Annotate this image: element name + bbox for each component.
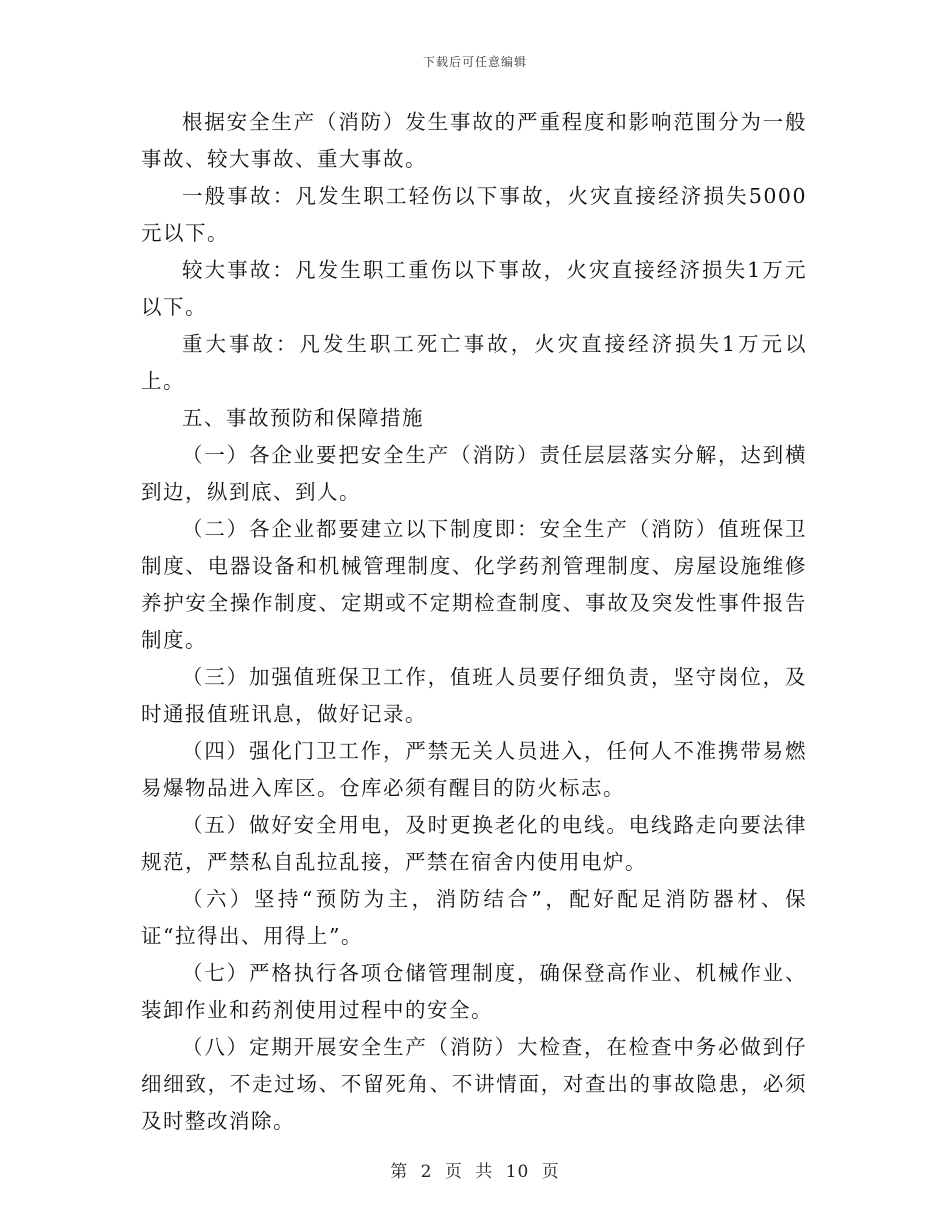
paragraph-measure-8: （八）定期开展安全生产（消防）大检查，在检查中务必做到仔细细致，不走过场、不留死角、不讲情面，对查出的事故隐患，必须及时整改消除。	[141, 1035, 807, 1133]
page-number: 第 2 页 共 10 页	[390, 1162, 560, 1182]
paragraph-measure-4: （四）强化门卫工作，严禁无关人员进入，任何人不准携带易燃易爆物品进入库区。仓库必须有醒目的防火标志。	[141, 739, 807, 800]
document-body	[141, 104, 807, 1140]
paragraph-measure-3: （三）加强值班保卫工作，值班人员要仔细负责，坚守岗位，及时通报值班讯息，做好记录。	[141, 665, 807, 726]
paragraph-measure-2: （二）各企业都要建立以下制度即：安全生产（消防）值班保卫制度、电器设备和机械管理制度、化学药剂管理制度、房屋设施维修养护安全操作制度、定期或不定期检查制度、事故及突发性事件报告制度。	[141, 517, 807, 652]
paragraph-measure-1: （一）各企业要把安全生产（消防）责任层层落实分解，达到横到边，纵到底、到人。	[141, 443, 807, 504]
paragraph-measure-6: （六）坚持“预防为主，消防结合”，配好配足消防器材、保证“拉得出、用得上”。	[141, 887, 807, 948]
section-heading-prevention: 五、事故预防和保障措施	[182, 406, 424, 430]
paragraph-accident-classification: 根据安全生产（消防）发生事故的严重程度和影响范围分为一般事故、较大事故、重大事故。	[141, 110, 807, 171]
paragraph-general-accident: 一般事故：凡发生职工轻伤以下事故，火灾直接经济损失5000元以下。	[141, 184, 807, 245]
paragraph-measure-5: （五）做好安全用电，及时更换老化的电线。电线路走向要法律规范，严禁私自乱拉乱接，严禁在宿舍内使用电炉。	[141, 813, 807, 874]
paragraph-serious-accident: 重大事故：凡发生职工死亡事故，火灾直接经济损失1万元以上。	[141, 332, 807, 393]
header-note: 下载后可任意编辑	[422, 55, 527, 69]
paragraph-measure-7: （七）严格执行各项仓储管理制度，确保登高作业、机械作业、装卸作业和药剂使用过程中的安全。	[141, 961, 807, 1022]
paragraph-major-accident: 较大事故：凡发生职工重伤以下事故，火灾直接经济损失1万元以下。	[141, 258, 807, 319]
